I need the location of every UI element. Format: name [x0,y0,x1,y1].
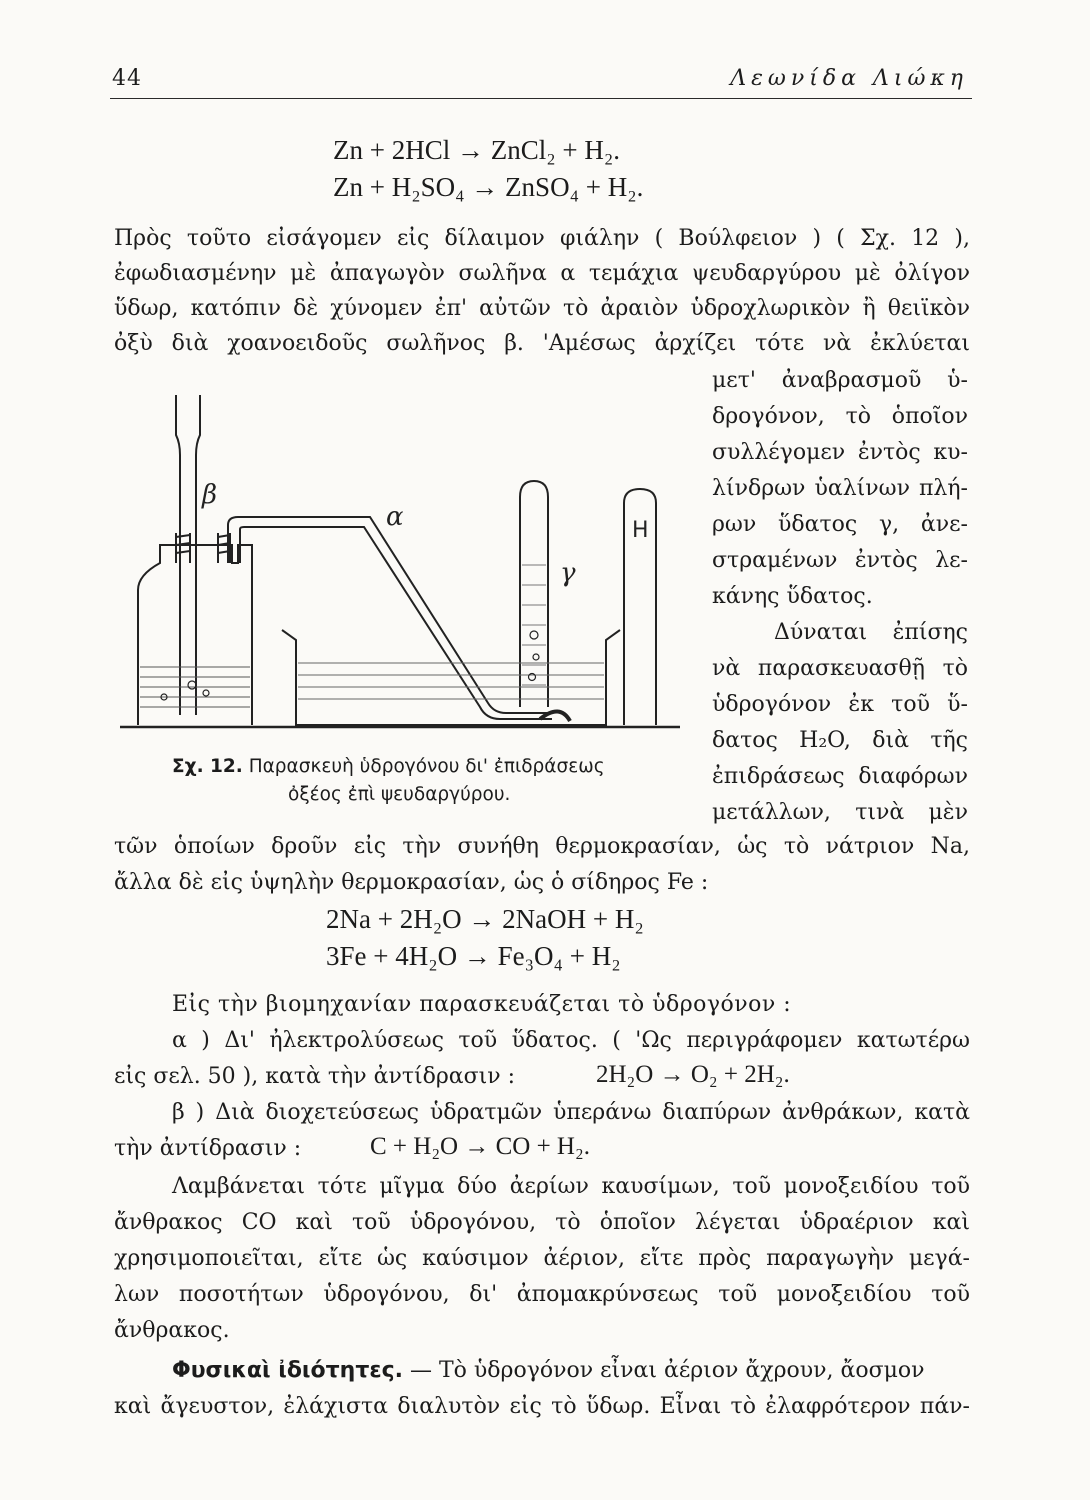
paragraph-line: α ) Δι' ἠλεκτρολύσεως τοῦ ὕδατος. ( 'Ως περιγράφομεν κατωτέρω [172,1028,970,1053]
equation-zn-h2so4: Zn + H₂SO₄ → ZnSO₄ + H₂. [333,172,644,202]
equation-sodium-water: 2Na + 2H₂O → 2NaOH + H₂ [326,904,644,934]
equation-water-gas: C + H₂O → CO + H₂. [370,1133,590,1160]
paragraph-line: Πρὸς τοῦτο εἰσάγομεν εἰς δίλαιμον φιάλην ( Βούλφειον ) ( Σχ. 12 ), [114,226,970,251]
paragraph-line: Εἰς τὴν βιομηχανίαν παρασκευάζεται τὸ ὑδρογόνον : [172,992,792,1017]
side-column-line: μετάλλων, τινὰ μὲν [712,800,968,825]
figure-caption-label: Σχ. 12. [172,756,243,777]
label-gamma: γ [560,558,576,588]
side-column-line: κάνης ὕδατος. [712,584,873,609]
figure-caption-line1 [172,756,605,777]
paragraph-line: λων ποσοτήτων ὑδρογόνου, δι' ἀπομακρύνσεως τοῦ μονοξειδίου τοῦ [114,1282,970,1307]
figure-caption-text: Παρασκευὴ ὑδρογόνου δι' ἐπιδράσεως [248,756,605,777]
collecting-cylinder-gamma [520,481,548,707]
page-header [110,58,972,99]
paragraph-line: τῶν ὁποίων δροῦν εἰς τὴν συνήθη θερμοκρασίαν, ὡς τὸ νάτριον Na, [114,834,970,859]
page-number: 44 [112,66,142,91]
side-column-line: λίνδρων ὑαλίνων πλή- [712,476,968,501]
side-column-line: δρογόνον, τὸ ὁποῖον [712,404,968,429]
section-heading-continuation: — Τὸ ὑδρογόνον εἶναι ἀέριον ἄχρουν, ἄοσμον [410,1358,925,1383]
label-h: H [632,518,649,543]
side-column-line: μετ' ἀναβρασμοῦ ὑ- [712,368,968,393]
paragraph-line: ἄλλα δὲ εἰς ὑψηλὴν θερμοκρασίαν, ὡς ὁ σίδηρος Fe : [114,870,709,895]
side-column-line: ὑδρογόνον ἐκ τοῦ ὕ- [712,692,968,717]
paragraph-line: Λαμβάνεται τότε μῖγμα δύο ἀερίων καυσίμων, τοῦ μονοξειδίου τοῦ [172,1174,970,1199]
equation-iron-water: 3Fe + 4H₂O → Fe₃O₄ + H₂ [326,941,621,971]
apparatus-figure [120,385,700,765]
delivery-tube [228,517,552,713]
side-column-line: δατος H₂O, διὰ τῆς [712,728,968,753]
equation-zn-hcl: Zn + 2HCl → ZnCl₂ + H₂. [333,135,621,165]
paragraph-line: εἰς σελ. 50 ), κατὰ τὴν ἀντίδρασιν : [114,1064,516,1089]
paragraph-line: ἐφωδιασμένην μὲ ἀπαγωγὸν σωλῆνα α τεμάχια ψευδαργύρου μὲ ὀλίγον [114,261,970,286]
paragraph-line: καὶ ἄγευστον, ἐλάχιστα διαλυτὸν εἰς τὸ ὕδωρ. Εἶναι τὸ ἐλαφρότερον πάν- [114,1394,970,1419]
side-column-line: στραμένων ἐντὸς λε- [712,548,968,573]
figure-caption-line2: ὀξέος ἐπὶ ψευδαργύρου. [288,784,511,805]
side-column-line: ρων ὕδατος γ, ἀνε- [712,512,968,537]
paragraph-line: ὕδωρ, κατόπιν δὲ χύνομεν ἐπ' αὐτῶν τὸ ἀραιὸν ὑδροχλωρικὸν ἢ θειϊκὸν [114,296,970,321]
label-beta: β [202,480,218,510]
paragraph-line: ἄνθρακος. [114,1318,230,1343]
paragraph-line: ὀξὺ διὰ χοανοειδοῦς σωλῆνος β. 'Αμέσως ἀρχίζει τότε νὰ ἐκλύεται [114,331,970,356]
paragraph-line: β ) Διὰ διοχετεύσεως ὑδρατμῶν ὑπεράνω διαπύρων ἀνθράκων, κατὰ [172,1100,970,1125]
paragraph-line: ἄνθρακος CO καὶ τοῦ ὑδρογόνου, τὸ ὁποῖον λέγεται ὑδραέριον καὶ [114,1210,970,1235]
side-column-line: Δύναται ἐπίσης [774,620,968,645]
label-alpha: α [386,502,404,532]
side-column-line: ἐπιδράσεως διαφόρων [712,764,968,789]
paragraph-line [172,1356,970,1386]
side-column-line: νὰ παρασκευασθῇ τὸ [712,656,968,681]
section-heading: Φυσικαὶ ἰδιότητες. [172,1358,403,1383]
side-column-line: συλλέγομεν ἐντὸς κυ- [712,440,968,465]
paragraph-line: τὴν ἀντίδρασιν : [114,1136,302,1161]
running-head-author: Λεωνίδα Λιώκη [730,66,968,91]
equation-electrolysis: 2H₂O → O₂ + 2H₂. [596,1061,790,1088]
paragraph-line: χρησιμοποιεῖται, εἴτε ὡς καύσιμον ἀέριον, εἴτε πρὸς παραγωγὴν μεγά- [114,1246,970,1271]
